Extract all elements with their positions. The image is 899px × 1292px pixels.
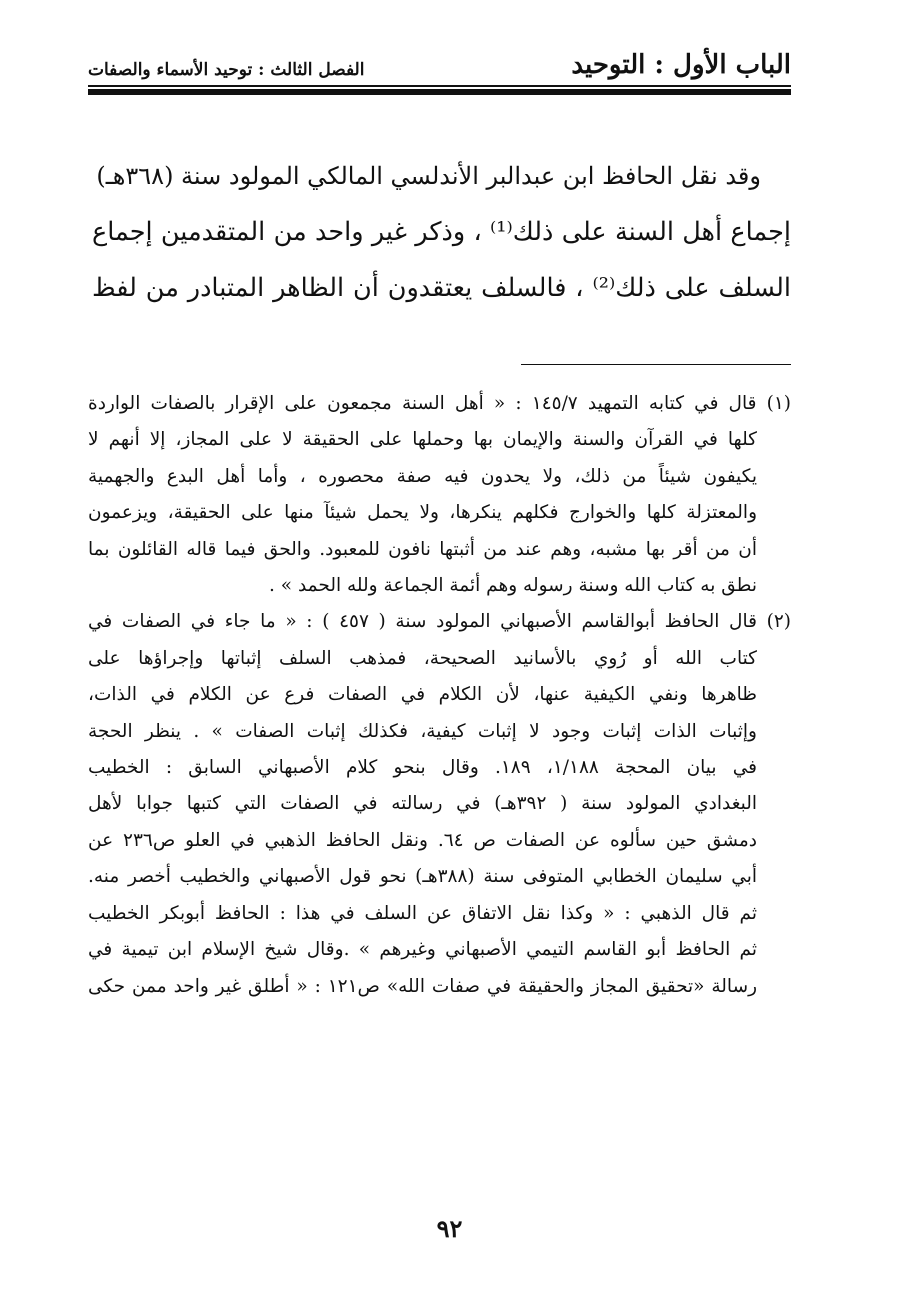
header-rule-thick <box>88 89 791 95</box>
footnote-line: كتاب الله أو رُوي بالأسانيد الصحيحة، فمذهب السلف إثباتها وإجراؤها على <box>88 647 757 669</box>
main-text-line: السلف على ذلك⁽²⁾ ، فالسلف يعتقدون أن الظاهر المتبادر من لفظ <box>92 273 791 303</box>
footnote-2 <box>88 604 791 1004</box>
footnote-line: دمشق حين سألوه عن الصفات ص ٦٤. ونقل الحافظ الذهبي في العلو ص٢٣٦ عن <box>88 829 757 851</box>
header-rule-thin <box>88 85 791 87</box>
page-number: ٩٢ <box>436 1214 463 1243</box>
footnote-line: ثم الحافظ أبو القاسم التيمي الأصبهاني وغيرهم » .وقال شيخ الإسلام ابن تيمية في <box>88 939 757 961</box>
running-header <box>88 40 791 80</box>
footnote-line: نطق به كتاب الله وسنة رسوله وهم أئمة الجماعة ولله الحمد » . <box>269 575 757 597</box>
footnote-line: أن من أقر بها مشبه، وهم عند من أثبتها نافون للمعبود. والحق فيما قاله القائلون بما <box>88 538 757 560</box>
main-text <box>92 148 791 316</box>
footnote-line: (٢) قال الحافظ أبوالقاسم الأصبهاني المولود سنة ( ٤٥٧ ) : « ما جاء في الصفات في <box>88 611 791 633</box>
footnotes <box>88 386 791 1005</box>
footnote-line: البغدادي المولود سنة ( ٣٩٢هـ) في رسالته في الصفات التي كتبها جوابا لأهل <box>88 793 757 815</box>
footnote-line: وإثبات الذات إثبات وجود لا إثبات كيفية، فكذلك إثبات الصفات » . ينظر الحجة <box>88 720 757 742</box>
footnote-separator <box>521 364 791 365</box>
footnote-line: كلها في القرآن والسنة والإيمان بها وحملها على الحقيقة لا على المجاز، إلا أنهم لا <box>88 429 757 451</box>
footnote-line: (١) قال في كتابه التمهيد ١٤٥/٧ : « أهل السنة مجمعون على الإقرار بالصفات الواردة <box>88 393 791 414</box>
footnote-line: في بيان المحجة ١/١٨٨، ١٨٩. وقال بنحو كلام الأصبهاني السابق : الخطيب <box>88 757 757 779</box>
footnote-line: ثم قال الذهبي : « وكذا نقل الاتفاق عن السلف في هذا : الحافظ أبوبكر الخطيب <box>88 902 757 924</box>
footnote-line: والمعتزلة كلها والخوارج فكلهم ينكرها، ولا يحمل شيئآ منها على الحقيقة، ويزعمون <box>88 502 757 524</box>
footnote-line: أبي سليمان الخطابي المتوفى سنة (٣٨٨هـ) نحو قول الأصبهاني والخطيب أخصر منه. <box>88 866 758 888</box>
footnote-line: ظاهرها ونفي الكيفية عنها، لأن الكلام في الصفات فرع عن الكلام في الذات، <box>88 684 757 706</box>
chapter-title: الباب الأول : التوحيد <box>571 50 791 80</box>
footnote-1 <box>88 386 791 604</box>
main-text-line: إجماع أهل السنة على ذلك⁽¹⁾ ، وذكر غير واحد من المتقدمين إجماع <box>92 217 791 247</box>
footnote-line: يكيفون شيئاً من ذلك، ولا يحدون فيه صفة محصوره ، وأما أهل البدع والجهمية <box>88 465 757 487</box>
section-title: الفصل الثالث : توحيد الأسماء والصفات <box>88 60 365 80</box>
main-text-line: وقد نقل الحافظ ابن عبدالبر الأندلسي المالكي المولود سنة (٣٦٨هـ) <box>96 162 761 190</box>
footnote-line: رسالة «تحقيق المجاز والحقيقة في صفات الله» ص١٢١ : « أطلق غير واحد ممن حكى <box>88 975 758 997</box>
